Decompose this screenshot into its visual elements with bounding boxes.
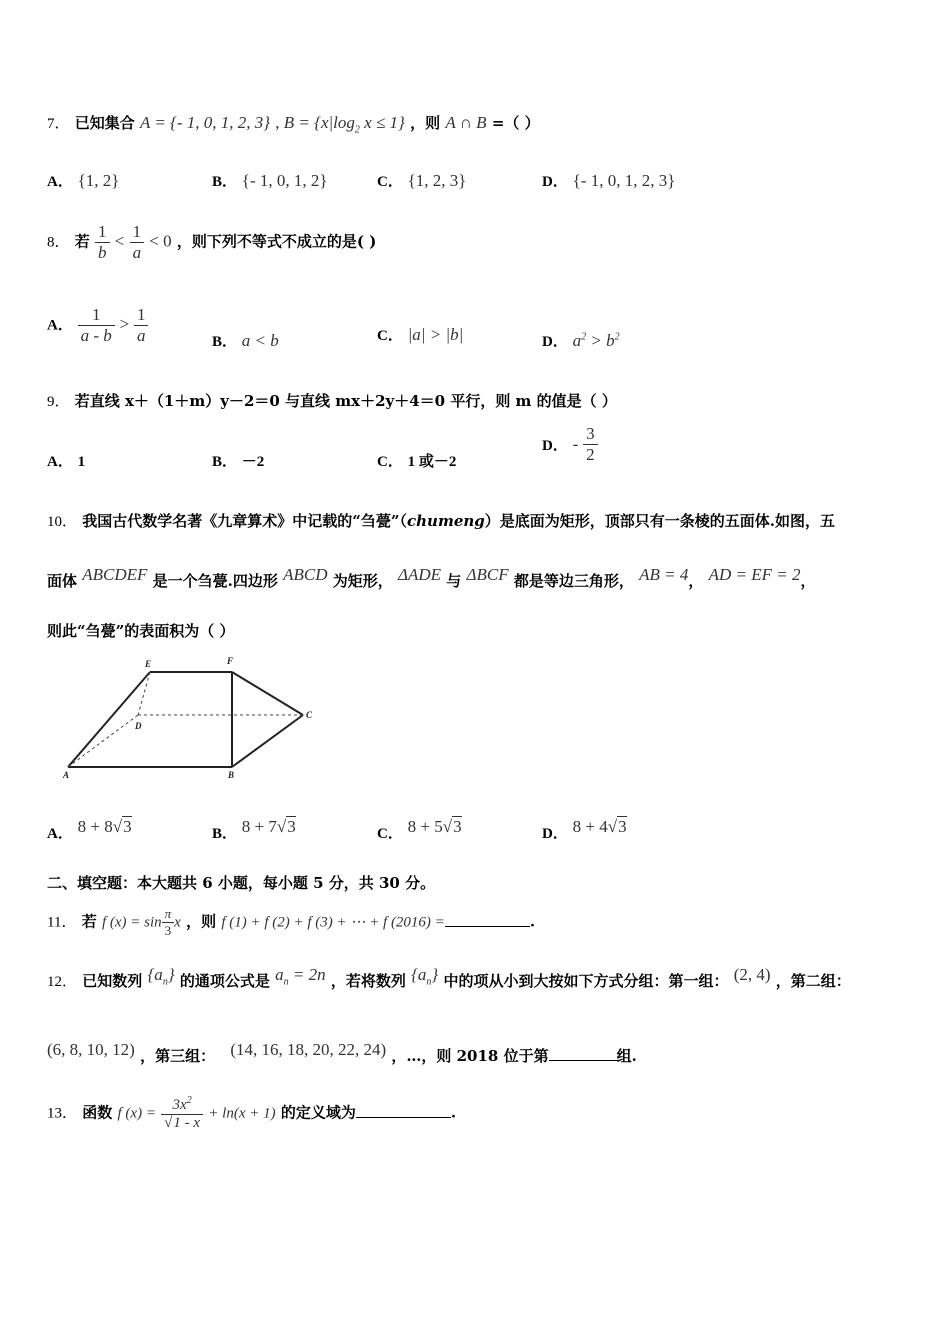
q10-option-c[interactable]: C． 8 + 5√3: [377, 817, 462, 842]
greater-than: >: [119, 314, 130, 334]
question-text-mid: ，则: [410, 114, 441, 132]
q8-option-b[interactable]: [212, 330, 279, 351]
chumeng-figure: [60, 650, 330, 784]
fraction: $\frac{1}{a}$: [134, 305, 149, 346]
option-label: B．: [212, 334, 238, 350]
option-value: a: [572, 331, 582, 350]
question-11: [47, 906, 535, 939]
question-12-line-1: [47, 965, 851, 991]
subscript: n: [426, 976, 432, 988]
set-b: , B = {x|log: [275, 113, 355, 132]
set-b-rest: x ≤ 1}: [359, 113, 405, 132]
q9-option-c[interactable]: [377, 450, 456, 471]
option-value: 8 + 4: [572, 817, 608, 836]
option-label: D．: [542, 438, 568, 454]
question-text-rest: ）是底面为矩形，顶部只有一条棱的五面体.如图，五: [484, 512, 836, 530]
question-12-line-2: [47, 1040, 637, 1066]
radicand: 3: [123, 817, 132, 836]
text-segment: ，第二组：: [775, 972, 851, 990]
text-segment: ，…，则 2018 位于第: [391, 1047, 549, 1065]
math-ab-eq-4: AB = 4: [639, 565, 689, 584]
period: .: [450, 1103, 457, 1122]
answer-blank[interactable]: [356, 1103, 451, 1118]
math-abcdef: ABCDEF: [82, 565, 148, 584]
q7-option-a[interactable]: [47, 170, 119, 191]
q8-option-a[interactable]: [47, 305, 148, 346]
q10-option-d[interactable]: D． 8 + 4√3: [542, 817, 627, 842]
exponent: 2: [614, 331, 620, 343]
question-13: [47, 1095, 456, 1132]
answer-blank[interactable]: [445, 912, 530, 927]
exponent: 2: [581, 331, 587, 343]
subscript: n: [162, 976, 168, 988]
formula-an: a: [275, 965, 284, 984]
intersection: A ∩ B: [445, 113, 487, 132]
question-text: 若: [81, 912, 97, 931]
q8-option-c[interactable]: [377, 324, 463, 345]
less-than-zero: < 0: [149, 231, 172, 251]
group-3: (14, 16, 18, 20, 22, 24): [230, 1040, 387, 1059]
fraction-1-over-a: $\frac{1}{a}$: [130, 222, 145, 263]
q7-option-c[interactable]: [377, 170, 466, 191]
edge-bc: [232, 715, 303, 767]
sequence-a: {a: [411, 965, 427, 984]
brace: }: [431, 965, 439, 984]
option-value: －2: [241, 454, 265, 470]
set-a: A = {- 1, 0, 1, 2, 3}: [140, 113, 271, 132]
math-abcd: ABCD: [283, 565, 328, 584]
option-value: 8 + 5: [407, 817, 443, 836]
option-value: {- 1, 0, 1, 2}: [241, 171, 328, 190]
pinyin-term: chumeng: [407, 512, 485, 530]
text-segment: 函数: [82, 1103, 113, 1122]
option-label: D．: [542, 826, 568, 842]
option-label: A．: [47, 317, 73, 334]
q7-option-d[interactable]: [542, 170, 675, 191]
question-number: 11．: [47, 914, 77, 931]
text-segment: 面体: [47, 572, 78, 590]
option-value: |a| > |b|: [407, 325, 464, 344]
q9-option-d[interactable]: [542, 424, 598, 465]
sum-expression: f (1) + f (2) + f (3) + ⋯ + f (2016) =: [221, 914, 445, 931]
label-a: A: [63, 770, 70, 780]
question-7: [47, 112, 540, 135]
group-2: (6, 8, 10, 12): [47, 1040, 135, 1059]
option-label: A．: [47, 454, 73, 470]
fraction-1-over-b: $\frac{1}{b}$: [95, 222, 110, 263]
function-lhs: f (x) =: [117, 1105, 156, 1122]
text-segment: 的通项公式是: [179, 972, 270, 990]
option-label: C．: [377, 174, 403, 190]
text-segment: ，: [800, 572, 816, 590]
edge-fc: [232, 672, 303, 715]
option-label: B．: [212, 174, 238, 190]
text-segment: 的定义域为: [280, 1103, 356, 1122]
radicand: 3: [287, 817, 296, 836]
option-value: 1 或－2: [407, 454, 457, 470]
question-text: 则此“刍甍”的表面积为（ ）: [47, 622, 235, 640]
question-text: 若直线 x＋（1＋m）y－2＝0 与直线 mx＋2y＋4＝0 平行，则 m 的值是（ ）: [74, 392, 617, 410]
log-term: + ln(x + 1): [208, 1105, 276, 1122]
q8-option-d[interactable]: [542, 330, 620, 351]
question-number: 10．: [47, 514, 78, 530]
option-value: a < b: [241, 331, 279, 350]
option-value: 1: [77, 454, 86, 470]
text-segment: 与: [446, 572, 462, 590]
option-label: B．: [212, 826, 238, 842]
minus-sign: -: [572, 434, 579, 454]
q10-option-a[interactable]: A． 8 + 8√3: [47, 817, 132, 842]
brace: }: [167, 965, 175, 984]
fraction-pi-over-3: $\frac{\pi}{3}$: [162, 906, 175, 939]
label-e: E: [145, 659, 152, 669]
q10-option-b[interactable]: B． 8 + 7√3: [212, 817, 296, 842]
math-ad-ef-eq-2: AD = EF = 2: [708, 565, 801, 584]
text-segment: 组.: [616, 1047, 637, 1065]
text-segment: ，若将数列: [330, 972, 406, 990]
question-text: 若: [74, 232, 90, 251]
question-8: [47, 222, 376, 263]
question-text: 已知集合: [74, 114, 135, 132]
text-segment: ，: [688, 572, 704, 590]
period: .: [529, 912, 536, 931]
question-number: 8．: [47, 234, 70, 251]
q9-option-a[interactable]: [47, 450, 85, 471]
question-9: [47, 390, 617, 411]
text-segment: 为矩形，: [332, 572, 393, 590]
subscript: n: [283, 976, 289, 988]
math-triangle-bcf: ΔBCF: [466, 565, 509, 584]
option-value: {- 1, 0, 1, 2, 3}: [572, 171, 676, 190]
fraction: $\frac{3x^2}{√1 - x}$: [161, 1095, 203, 1132]
option-label: D．: [542, 334, 568, 350]
edge-ad: [68, 715, 138, 767]
question-10-line-3: [47, 620, 234, 641]
option-value-rest: > b: [586, 331, 615, 350]
section-heading: 二、填空题：本大题共 6 小题，每小题 5 分，共 30 分。: [47, 874, 436, 892]
section-2-title: [47, 872, 435, 893]
chumeng-diagram: [60, 650, 330, 780]
answer-blank[interactable]: [549, 1046, 617, 1061]
label-f: F: [227, 656, 234, 666]
math-triangle-ade: ΔADE: [397, 565, 442, 584]
option-label: C．: [377, 328, 403, 344]
q7-option-b[interactable]: [212, 170, 328, 191]
variable-x: x: [174, 914, 181, 931]
question-text-mid: ，则: [186, 912, 217, 931]
formula-rest: = 2n: [288, 965, 326, 984]
q9-option-b[interactable]: [212, 450, 264, 471]
sequence-a: {a: [147, 965, 163, 984]
fraction: $\frac{1}{a - b}$: [78, 305, 115, 346]
text-segment: ，第三组：: [140, 1047, 216, 1065]
question-text-post: ，则下列不等式不成立的是( ): [176, 232, 377, 251]
radicand: 3: [618, 817, 627, 836]
option-value: {1, 2, 3}: [407, 171, 467, 190]
radicand: 3: [453, 817, 462, 836]
option-label: B．: [212, 454, 238, 470]
option-value: 8 + 7: [241, 817, 277, 836]
fraction: $\frac{3}{2}$: [583, 424, 598, 465]
question-number: 7．: [47, 116, 70, 132]
option-label: D．: [542, 174, 568, 190]
question-10-line-2: [47, 565, 815, 591]
less-than: <: [114, 231, 125, 251]
question-text: 我国古代数学名著《九章算术》中记载的“刍甍”（: [82, 512, 408, 530]
log-base: 2: [354, 124, 360, 136]
label-c: C: [306, 710, 313, 720]
question-number: 9．: [47, 394, 70, 410]
text-segment: 已知数列: [82, 972, 143, 990]
option-label: C．: [377, 826, 403, 842]
group-1: (2, 4): [733, 965, 771, 984]
function-def: f (x) = sin: [101, 914, 162, 931]
text-segment: 中的项从小到大按如下方式分组：第一组：: [443, 972, 729, 990]
option-value: {1, 2}: [77, 171, 120, 190]
option-value: 8 + 8: [77, 817, 113, 836]
question-number: 12．: [47, 974, 78, 990]
question-text-post: =（ ）: [491, 114, 540, 132]
question-10-line-1: [47, 510, 835, 531]
edge-ae: [68, 672, 150, 767]
label-d: D: [135, 721, 142, 731]
question-number: 13．: [47, 1105, 78, 1122]
option-label: A．: [47, 826, 73, 842]
option-label: C．: [377, 454, 403, 470]
text-segment: 是一个刍甍.四边形: [152, 572, 278, 590]
label-b: B: [228, 770, 235, 780]
option-label: A．: [47, 174, 73, 190]
text-segment: 都是等边三角形，: [513, 572, 634, 590]
